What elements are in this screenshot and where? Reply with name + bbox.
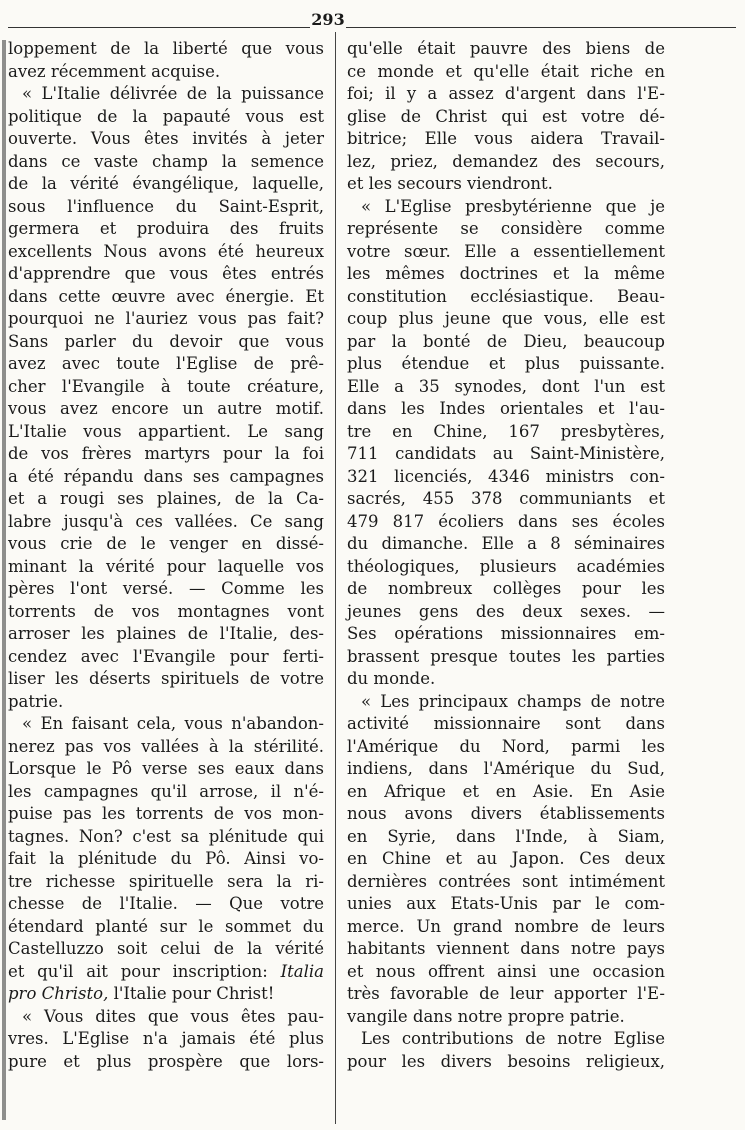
line-text: nous avons divers établissements (347, 804, 665, 823)
line-text: avez avec toute l'Eglise de prê- (8, 354, 324, 373)
text-line (8, 308, 324, 331)
text-line (8, 376, 324, 399)
text-line (8, 196, 324, 219)
line-text: dernières contrées sont intimément (347, 871, 665, 891)
line-text: unies aux Etats-Unis par le com- (347, 894, 665, 913)
line-text: qu'elle était pauvre des biens de (347, 39, 665, 58)
text-line (347, 1028, 665, 1051)
header-rule-left (8, 27, 310, 28)
line-text: pères l'ont versé. — Comme les (8, 579, 324, 598)
line-text: Elle a 35 synodes, dont l'un est (347, 376, 665, 396)
line-text: plus étendue et plus puissante. (347, 354, 665, 373)
line-text: cher l'Evangile à toute créature, (8, 376, 324, 396)
text-line (347, 61, 665, 84)
text-line (8, 578, 324, 601)
line-text: habitants viennent dans notre pays (347, 939, 665, 958)
line-text: d'apprendre que vous êtes entrés (8, 264, 324, 283)
line-text: a été répandu dans ses campagnes (8, 466, 324, 486)
text-line (8, 848, 324, 871)
line-text: les mêmes doctrines et la même (347, 264, 665, 283)
line-text: 711 candidats au Saint-Ministère, (347, 444, 665, 463)
text-line (347, 308, 665, 331)
text-line (347, 106, 665, 129)
text-line (347, 488, 665, 511)
text-line (8, 736, 324, 759)
line-text: L'Italie vous appartient. Le sang (8, 421, 324, 441)
text-line (8, 871, 324, 894)
line-text: théologiques, plusieurs académies (347, 556, 665, 576)
text-line (8, 443, 324, 466)
text-line (347, 781, 665, 804)
line-text: Les contributions de notre Eglise (361, 1029, 665, 1048)
line-text: Sans parler du devoir que vous (8, 331, 324, 351)
text-line (8, 106, 324, 129)
text-line (8, 556, 324, 579)
line-text: nerez pas vos vallées à la stérilité. (8, 736, 324, 756)
page-binding-edge (2, 40, 6, 1120)
text-line (347, 893, 665, 916)
line-text: fait la plénitude du Pô. Ainsi vo- (8, 849, 324, 868)
line-text: lez, priez, demandez des secours, (347, 151, 665, 171)
left-column (8, 38, 324, 1073)
line-text: représente se considère comme (347, 219, 665, 238)
line-text: dans les Indes orientales et l'au- (347, 399, 665, 418)
line-text: Castelluzzo soit celui de la vérité (8, 939, 324, 958)
text-line (347, 128, 665, 151)
text-line (8, 646, 324, 669)
line-text: et les secours viendront. (347, 174, 553, 193)
text-line (8, 241, 324, 264)
line-text: tagnes. Non? c'est sa plénitude qui (8, 826, 324, 846)
line-text: germera et produira des fruits (8, 219, 324, 238)
text-line (347, 376, 665, 399)
page-number: 293 (311, 10, 345, 29)
line-text: dans cette œuvre avec énergie. Et (8, 286, 324, 306)
text-line (347, 151, 665, 174)
line-text: « Les principaux champs de notre (361, 691, 665, 711)
line-text: l'Amérique du Nord, parmi les (347, 736, 665, 756)
line-text: 479 817 écoliers dans ses écoles (347, 511, 665, 531)
line-text: activité missionnaire sont dans (347, 714, 665, 733)
text-line (8, 623, 324, 646)
text-line (8, 263, 324, 286)
text-line (8, 128, 324, 151)
text-line (8, 286, 324, 309)
line-text: en Syrie, dans l'Inde, à Siam, (347, 826, 665, 846)
text-line (347, 173, 665, 196)
text-line (8, 1051, 324, 1074)
line-text: pour les divers besoins religieux, (347, 1051, 665, 1071)
line-text: cendez avec l'Evangile pour ferti- (8, 646, 324, 666)
text-line (8, 893, 324, 916)
line-text: en Chine et au Japon. Ces deux (347, 849, 665, 868)
line-text: pourquoi ne l'auriez vous pas fait? (8, 309, 324, 328)
text-line (347, 263, 665, 286)
line-text: puise pas les torrents de vos mon- (8, 804, 324, 823)
line-text: « En faisant cela, vous n'abandon- (22, 714, 324, 733)
line-text: vous crie de le venger en dissé- (8, 534, 324, 553)
line-text: du monde. (347, 669, 436, 688)
line-text: tre richesse spirituelle sera la ri- (8, 871, 324, 891)
line-text: de vos frères martyrs pour la foi (8, 444, 324, 463)
text-line (347, 623, 665, 646)
text-line (347, 331, 665, 354)
text-line (347, 848, 665, 871)
text-line (347, 286, 665, 309)
line-text: ouverte. Vous êtes invités à jeter (8, 129, 324, 148)
text-line (347, 646, 665, 669)
line-text: brassent presque toutes les parties (347, 646, 665, 666)
column-divider (335, 32, 336, 1124)
text-line (347, 758, 665, 781)
text-line (8, 421, 324, 444)
line-text: de la vérité évangélique, laquelle, (8, 174, 324, 193)
text-line (347, 556, 665, 579)
line-text: vres. L'Eglise n'a jamais été plus (8, 1029, 324, 1048)
line-text: coup plus jeune que vous, elle est (347, 309, 665, 328)
line-text: Ses opérations missionnaires em- (347, 624, 665, 643)
text-line (347, 466, 665, 489)
text-line (347, 983, 665, 1006)
text-line (347, 353, 665, 376)
line-text: avez récemment acquise. (8, 61, 221, 81)
line-text: sacrés, 455 378 communiants et (347, 489, 665, 508)
line-text: excellents Nous avons été heureux (8, 241, 324, 261)
line-text: 321 licenciés, 4346 ministrs con- (347, 466, 665, 486)
line-text: merce. Un grand nombre de leurs (347, 916, 665, 936)
text-line (8, 961, 324, 984)
text-line (8, 38, 324, 61)
text-line (8, 691, 324, 714)
line-text: et a rougi ses plaines, de la Ca- (8, 489, 324, 508)
text-line (8, 353, 324, 376)
line-text: et qu'il ait pour inscription: (8, 961, 281, 981)
line-text: « L'Italie délivrée de la puissance (22, 84, 324, 103)
text-line (347, 713, 665, 736)
line-text: et nous offrent ainsi une occasion (347, 961, 665, 981)
text-line (347, 241, 665, 264)
line-text: étendard planté sur le sommet du (8, 916, 324, 936)
text-line (8, 758, 324, 781)
right-column (347, 38, 665, 1073)
line-text: dans ce vaste champ la semence (8, 151, 324, 171)
line-text: l'Italie pour Christ! (108, 984, 275, 1003)
text-line (347, 691, 665, 714)
text-line (8, 826, 324, 849)
text-line (8, 668, 324, 691)
line-text: pure et plus prospère que lors- (8, 1051, 324, 1071)
text-line (8, 511, 324, 534)
text-line (8, 1028, 324, 1051)
line-text: labre jusqu'à ces vallées. Ce sang (8, 511, 324, 531)
text-line (8, 938, 324, 961)
text-line (347, 196, 665, 219)
italic-text: Italia (280, 961, 324, 981)
line-text: de nombreux collèges pour les (347, 579, 665, 598)
line-text: patrie. (8, 691, 64, 711)
text-line (8, 83, 324, 106)
line-text: votre sœur. Elle a essentiellement (347, 241, 665, 261)
text-line (8, 713, 324, 736)
text-line (347, 443, 665, 466)
text-line (8, 488, 324, 511)
text-line (8, 331, 324, 354)
text-line (8, 803, 324, 826)
text-line (8, 781, 324, 804)
text-line (8, 61, 324, 84)
line-text: chesse de l'Italie. — Que votre (8, 894, 324, 913)
line-text: jeunes gens des deux sexes. — (347, 601, 665, 621)
text-line (347, 1006, 665, 1029)
line-text: les campagnes qu'il arrose, il n'é- (8, 781, 324, 801)
text-line (347, 803, 665, 826)
line-text: foi; il y a assez d'argent dans l'E- (347, 84, 665, 103)
line-text: Lorsque le Pô verse ses eaux dans (8, 759, 324, 778)
line-text: ce monde et qu'elle était riche en (347, 61, 665, 81)
line-text: vangile dans notre propre patrie. (347, 1006, 625, 1026)
text-line (347, 938, 665, 961)
italic-text: pro Christo, (8, 984, 109, 1003)
line-text: indiens, dans l'Amérique du Sud, (347, 759, 665, 778)
line-text: très favorable de leur apporter l'E- (347, 984, 665, 1003)
text-line (347, 38, 665, 61)
text-line (8, 398, 324, 421)
text-line (347, 961, 665, 984)
text-line (347, 916, 665, 939)
line-text: « Vous dites que vous êtes pau- (22, 1006, 324, 1026)
text-line (347, 601, 665, 624)
text-line (347, 668, 665, 691)
text-line (347, 398, 665, 421)
text-line (347, 826, 665, 849)
text-line (8, 466, 324, 489)
line-text: en Afrique et en Asie. En Asie (347, 781, 665, 801)
page-header (0, 8, 745, 28)
text-line (8, 601, 324, 624)
text-line (8, 173, 324, 196)
line-text: bitrice; Elle vous aidera Travail- (347, 129, 665, 148)
line-text: liser les déserts spirituels de votre (8, 669, 324, 688)
line-text: sous l'influence du Saint-Esprit, (8, 196, 324, 216)
text-line (347, 511, 665, 534)
text-line (8, 533, 324, 556)
line-text: « L'Eglise presbytérienne que je (361, 196, 665, 216)
line-text: du dimanche. Elle a 8 séminaires (347, 534, 665, 553)
line-text: par la bonté de Dieu, beaucoup (347, 331, 665, 351)
text-line (347, 578, 665, 601)
line-text: minant la vérité pour laquelle vos (8, 556, 324, 576)
line-text: arroser les plaines de l'Italie, des- (8, 624, 324, 643)
text-line (8, 983, 324, 1006)
text-line (8, 1006, 324, 1029)
text-line (347, 421, 665, 444)
line-text: torrents de vos montagnes vont (8, 601, 324, 621)
line-text: constitution ecclésiastique. Beau- (347, 286, 665, 306)
text-line (8, 916, 324, 939)
line-text: loppement de la liberté que vous (8, 39, 324, 58)
text-line (8, 218, 324, 241)
header-rule-right (346, 27, 736, 28)
line-text: tre en Chine, 167 presbytères, (347, 421, 665, 441)
text-line (347, 1051, 665, 1074)
text-line (8, 151, 324, 174)
text-line (347, 871, 665, 894)
line-text: politique de la papauté vous est (8, 106, 324, 126)
text-line (347, 83, 665, 106)
line-text: vous avez encore un autre motif. (8, 399, 324, 418)
text-line (347, 533, 665, 556)
text-line (347, 736, 665, 759)
line-text: glise de Christ qui est votre dé- (347, 106, 665, 126)
text-line (347, 218, 665, 241)
